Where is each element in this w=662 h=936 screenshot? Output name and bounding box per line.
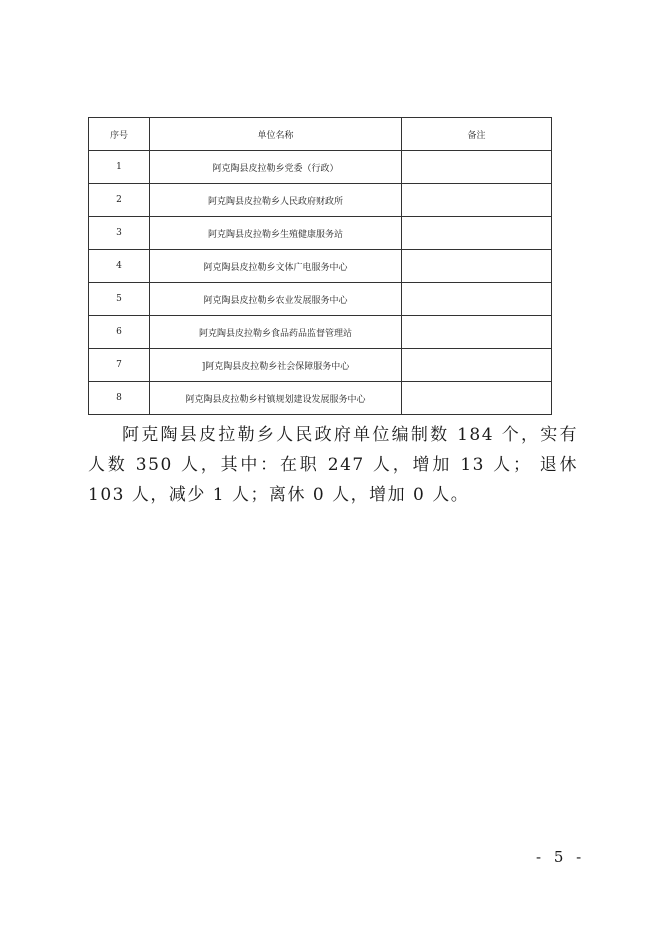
- row-unit-name: 阿克陶县皮拉勒乡生殖健康服务站: [150, 217, 402, 250]
- table-row: [89, 316, 552, 349]
- header-index: 序号: [89, 118, 150, 151]
- page-number: - 5 -: [536, 848, 586, 866]
- unit-table: [88, 117, 552, 415]
- table-row: [89, 250, 552, 283]
- table-row: [89, 382, 552, 415]
- row-note: [402, 184, 552, 217]
- row-index: 1: [89, 151, 150, 184]
- row-index: 5: [89, 283, 150, 316]
- table-row: [89, 349, 552, 382]
- row-note: [402, 217, 552, 250]
- row-index: 2: [89, 184, 150, 217]
- row-unit-name: 阿克陶县皮拉勒乡人民政府财政所: [150, 184, 402, 217]
- table-row: [89, 184, 552, 217]
- row-unit-name: 阿克陶县皮拉勒乡食品药品监督管理站: [150, 316, 402, 349]
- row-note: [402, 283, 552, 316]
- row-unit-name: 阿克陶县皮拉勒乡文体广电服务中心: [150, 250, 402, 283]
- row-index: 6: [89, 316, 150, 349]
- row-index: 7: [89, 349, 150, 382]
- row-note: [402, 151, 552, 184]
- header-note: 备注: [402, 118, 552, 151]
- row-index: 3: [89, 217, 150, 250]
- table-header-row: [89, 118, 552, 151]
- header-unit-name: 单位名称: [150, 118, 402, 151]
- row-index: 8: [89, 382, 150, 415]
- table-row: [89, 217, 552, 250]
- row-note: [402, 316, 552, 349]
- row-note: [402, 382, 552, 415]
- row-unit-name: ]阿克陶县皮拉勒乡社会保障服务中心: [150, 349, 402, 382]
- row-index: 4: [89, 250, 150, 283]
- row-note: [402, 250, 552, 283]
- table-row: [89, 283, 552, 316]
- row-note: [402, 349, 552, 382]
- staffing-paragraph: 阿克陶县皮拉勒乡人民政府单位编制数 184 个，实有人数 350 人，其中：在职 247 人，增加 13 人； 退休 103 人，减少 1 人；离休 0 人，增加 0 人。: [88, 425, 578, 505]
- row-unit-name: 阿克陶县皮拉勒乡村镇规划建设发展服务中心: [150, 382, 402, 415]
- row-unit-name: 阿克陶县皮拉勒乡农业发展服务中心: [150, 283, 402, 316]
- row-unit-name: 阿克陶县皮拉勒乡党委（行政）: [150, 151, 402, 184]
- table-row: [89, 151, 552, 184]
